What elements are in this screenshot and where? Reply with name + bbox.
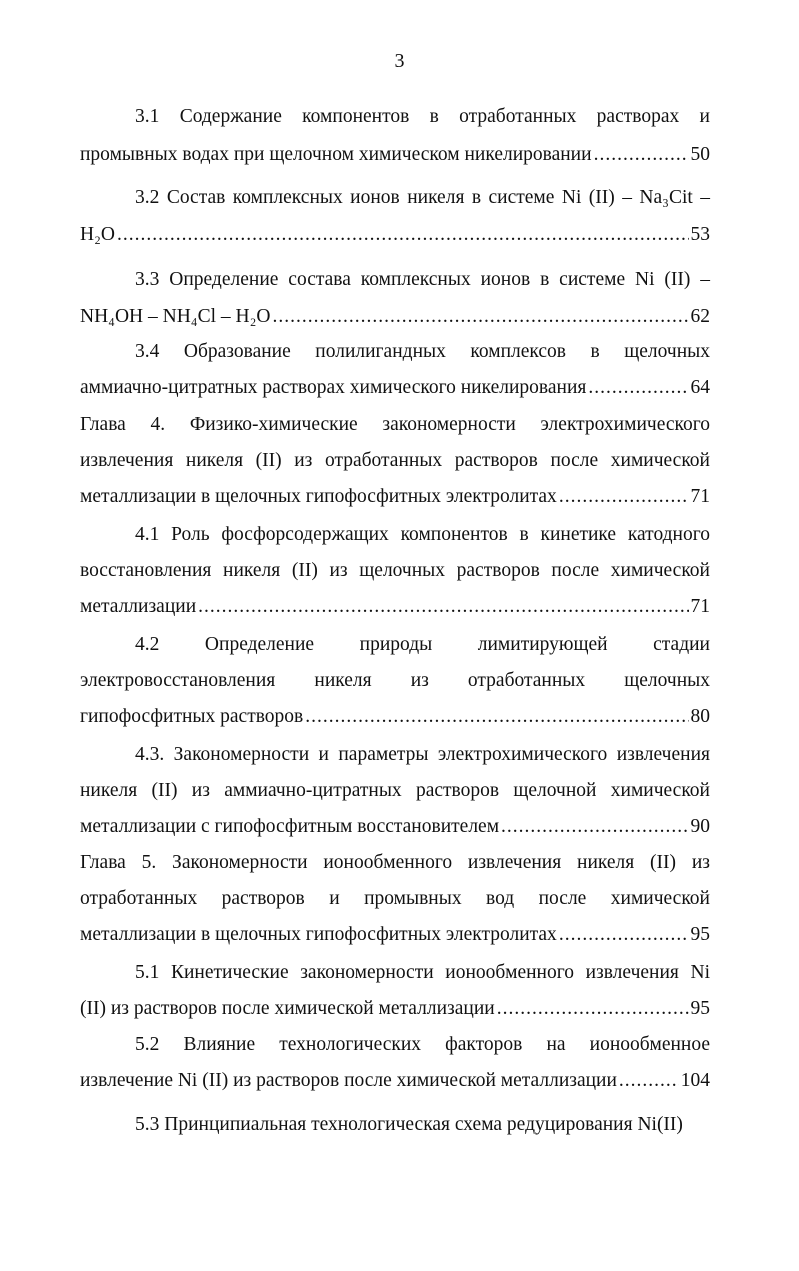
toc-entry-4-1-line-2: восстановления никеля (II) из щелочных растворов после химической [80,560,710,581]
toc-chapter-4-line-2: извлечения никеля (II) из отработанных растворов после химической [80,450,710,471]
toc-entry-text: гипофосфитных растворов [80,706,304,727]
leader-dots [305,702,688,732]
leader-dots [559,920,689,950]
toc-entry-3-1-line-2 [80,140,710,170]
toc-entry-text: извлечение Ni (II) из растворов после химической металлизации [80,1070,617,1091]
toc-entry-text: H₂O [80,224,115,245]
toc-entry-3-3-line-2 [80,302,710,332]
toc-entry-3-3-line-1: 3.3 Определение состава комплексных ионов в системе Ni (II) – [135,269,710,290]
toc-chapter-5-line-2: отработанных растворов и промывных вод после химической [80,888,710,909]
leader-dots [497,994,689,1024]
leader-dots [198,592,688,622]
toc-entry-text: промывных водах при щелочном химическом никелировании [80,144,592,165]
toc-entry-3-2-line-2 [80,220,710,250]
toc-entry-4-2-line-3 [80,702,710,732]
toc-entry-text: (II) из растворов после химической металлизации [80,998,495,1019]
toc-page-number: 71 [690,596,710,617]
toc-page-number: 90 [690,816,710,837]
leader-dots [272,302,688,332]
leader-dots [559,482,689,512]
toc-entry-3-2-line-1: 3.2 Состав комплексных ионов никеля в системе Ni (II) – Na₃Cit – [135,187,710,208]
leader-dots [619,1066,679,1096]
leader-dots [501,812,688,842]
toc-entry-4-3-line-1: 4.3. Закономерности и параметры электрохимического извлечения [135,744,710,765]
leader-dots [588,373,688,403]
toc-entry-4-2-line-1: 4.2 Определение природы лимитирующей стадии [135,634,710,655]
toc-page-number: 64 [690,377,710,398]
toc-page-number: 50 [690,144,710,165]
toc-page-number: 104 [680,1070,710,1091]
leader-dots [594,140,689,170]
toc-chapter-5-line-1: Глава 5. Закономерности ионообменного извлечения никеля (II) из [80,852,710,873]
toc-entry-4-3-line-2: никеля (II) из аммиачно-цитратных растворов щелочной химической [80,780,710,801]
toc-entry-text: металлизации в щелочных гипофосфитных электролитах [80,486,557,507]
toc-chapter-4-line-1: Глава 4. Физико-химические закономерности электрохимического [80,414,710,435]
toc-page-number: 95 [690,998,710,1019]
page-number: 3 [394,50,405,72]
toc-entry-4-1-line-1: 4.1 Роль фосфорсодержащих компонентов в кинетике катодного [135,524,710,545]
toc-entry-4-3-line-3 [80,812,710,842]
toc-entry-3-4-line-2 [80,373,710,403]
toc-entry-5-3-line-1: 5.3 Принципиальная технологическая схема редуцирования Ni(II) [135,1114,683,1135]
toc-entry-text: металлизации в щелочных гипофосфитных электролитах [80,924,557,945]
leader-dots [117,220,689,250]
toc-entry-4-1-line-3 [80,592,710,622]
toc-entry-text: аммиачно-цитратных растворах химического никелирования [80,377,587,398]
toc-entry-text: металлизации с гипофосфитным восстановителем [80,816,500,837]
toc-page-number: 71 [690,486,710,507]
toc-page-number: 95 [690,924,710,945]
toc-page-number: 53 [690,224,710,245]
toc-page-number: 62 [690,306,710,327]
toc-entry-5-2-line-1: 5.2 Влияние технологических факторов на ионообменное [135,1034,710,1055]
toc-entry-text: металлизации [80,596,197,617]
toc-entry-5-1-line-1: 5.1 Кинетические закономерности ионообменного извлечения Ni [135,962,710,983]
toc-entry-3-4-line-1: 3.4 Образование полилигандных комплексов в щелочных [135,341,710,362]
toc-page-number: 80 [690,706,710,727]
toc-chapter-4-line-3 [80,482,710,512]
toc-entry-5-1-line-2 [80,994,710,1024]
toc-chapter-5-line-3 [80,920,710,950]
toc-entry-4-2-line-2: электровосстановления никеля из отработанных щелочных [80,670,710,691]
toc-entry-text: NH₄OH – NH₄Cl – H₂O [80,306,271,327]
toc-entry-5-2-line-2 [80,1066,710,1096]
toc-entry-3-1-line-1: 3.1 Содержание компонентов в отработанных растворах и [135,106,710,127]
